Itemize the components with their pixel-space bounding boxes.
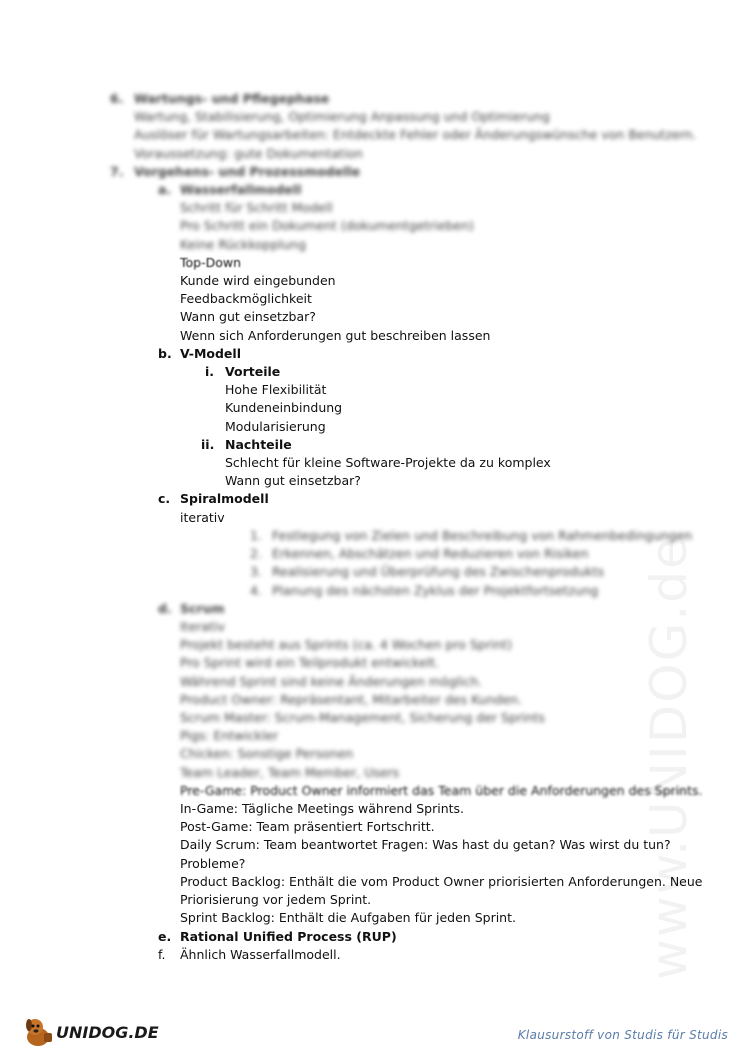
unidog-logo: [22, 1015, 157, 1051]
text-line: Schlecht für kleine Software-Projekte da zu komplex: [225, 455, 551, 470]
list-letter: f.: [158, 947, 166, 962]
list-number: 3.: [250, 564, 262, 579]
text-line: Daily Scrum: Team beantwortet Fragen: Was hast du getan? Was wirst du tun?: [180, 837, 671, 852]
subsection-heading: Spiralmodell: [180, 491, 269, 506]
text-line: Iterativ: [180, 619, 225, 634]
list-letter: d.: [158, 601, 172, 616]
subsection-heading: V-Modell: [180, 346, 241, 361]
text-line: Projekt besteht aus Sprints (ca. 4 Wochen pro Sprint): [180, 637, 513, 652]
list-number: 7.: [110, 164, 124, 179]
list-number: 1.: [250, 528, 262, 543]
text-line: Feedbackmöglichkeit: [180, 291, 312, 306]
text-line: Wann gut einsetzbar?: [180, 309, 316, 324]
text-line: Erkennen, Abschätzen und Reduzieren von Risiken: [272, 546, 589, 561]
list-roman: ii.: [201, 437, 215, 452]
text-line: Realisierung und Überprüfung des Zwischenprodukts: [272, 564, 605, 579]
text-line: Pro Sprint wird ein Teilprodukt entwickelt.: [180, 655, 440, 670]
section-heading: Wartungs- und Pflegephase: [134, 91, 330, 106]
dog-icon: [22, 1015, 56, 1049]
list-number: 2.: [250, 546, 262, 561]
text-line: Planung des nächsten Zyklus der Projektfortsetzung: [272, 583, 599, 598]
text-line: Wann gut einsetzbar?: [225, 473, 361, 488]
subsection-heading: Wasserfallmodell: [180, 182, 302, 197]
text-line: Product Owner: Repräsentant, Mitarbeiter des Kunden.: [180, 692, 523, 707]
text-line: Modularisierung: [225, 419, 326, 434]
subsection-heading: Rational Unified Process (RUP): [180, 929, 397, 944]
text-line: Schritt für Schritt Modell: [180, 200, 333, 215]
logo-text: UNIDOG.DE: [56, 1023, 159, 1042]
text-line: iterativ: [180, 510, 225, 525]
footer-tagline: Klausurstoff von Studis für Studis: [517, 1028, 728, 1042]
section-heading: Vorgehens- und Prozessmodelle: [134, 164, 361, 179]
text-line: Chicken: Sonstige Personen: [180, 746, 354, 761]
text-line: Kundeneinbindung: [225, 400, 343, 415]
text-line: Team Leader, Team Member, Users: [180, 765, 400, 780]
subsubsection-heading: Vorteile: [225, 364, 281, 379]
text-line: Product Backlog: Enthält die vom Product Owner priorisierten Anforderungen. Neue: [180, 874, 703, 889]
list-letter: a.: [158, 182, 172, 197]
text-line: Post-Game: Team präsentiert Fortschritt.: [180, 819, 435, 834]
text-line: In-Game: Tägliche Meetings während Sprints.: [180, 801, 465, 816]
text-line: Probleme?: [180, 856, 246, 871]
text-line: Wartung, Stabilisierung, Optimierung Anpassung und Optimierung: [134, 109, 550, 124]
list-roman: i.: [205, 364, 215, 379]
text-line: Voraussetzung: gute Dokumentation: [134, 146, 363, 161]
list-letter: b.: [158, 346, 172, 361]
text-line: Top-Down: [180, 255, 242, 270]
text-line: Ähnlich Wasserfallmodell.: [180, 947, 341, 962]
text-line: Scrum Master: Scrum-Management, Sicherung der Sprints: [180, 710, 545, 725]
subsubsection-heading: Nachteile: [225, 437, 292, 452]
list-letter: c.: [158, 491, 171, 506]
text-line: Festlegung von Zielen und Beschreibung von Rahmenbedingungen: [272, 528, 693, 543]
text-line: Pigs: Entwickler: [180, 728, 279, 743]
text-line: Sprint Backlog: Enthält die Aufgaben für jeden Sprint.: [180, 910, 516, 925]
subsection-heading: Scrum: [180, 601, 225, 616]
watermark: www.UNIDOG.de: [640, 536, 698, 980]
text-line: Keine Rückkopplung: [180, 237, 307, 252]
text-line: Auslöser für Wartungsarbeiten: Entdeckte Fehler oder Änderungswünsche von Benutzern.: [134, 127, 697, 142]
list-number: 6.: [110, 91, 124, 106]
list-letter: e.: [158, 929, 172, 944]
list-number: 4.: [250, 583, 262, 598]
text-line: Pre-Game: Product Owner informiert das Team über die Anforderungen des Sprints.: [180, 783, 703, 798]
text-line: Wenn sich Anforderungen gut beschreiben lassen: [180, 328, 491, 343]
text-line: Während Sprint sind keine Änderungen möglich.: [180, 674, 483, 689]
text-line: Priorisierung vor jedem Sprint.: [180, 892, 372, 907]
text-line: Pro Schritt ein Dokument (dokumentgetrieben): [180, 218, 474, 233]
text-line: Kunde wird eingebunden: [180, 273, 336, 288]
text-line: Hohe Flexibilität: [225, 382, 327, 397]
